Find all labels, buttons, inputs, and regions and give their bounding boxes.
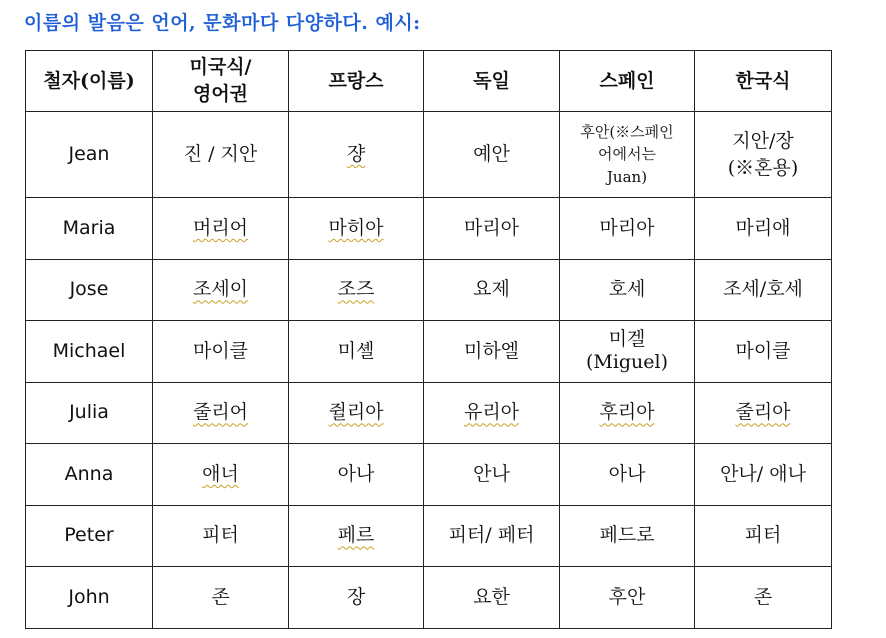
spanish-cell: 미겔 (Miguel) xyxy=(560,321,695,383)
french-value: 조즈 xyxy=(337,278,375,301)
american-cell: 마이클 xyxy=(153,321,289,383)
table-row xyxy=(26,382,832,444)
french-cell xyxy=(289,112,424,198)
korean-cell: 마리애 xyxy=(695,198,832,260)
table-row xyxy=(26,567,832,629)
german-cell: 안나 xyxy=(424,444,560,506)
korean-cell: 마이클 xyxy=(695,321,832,383)
french-value: 쥘리아 xyxy=(328,401,384,424)
french-cell xyxy=(289,505,424,567)
french-cell: 미셸 xyxy=(289,321,424,383)
american-cell: 피터 xyxy=(153,505,289,567)
header-spanish: 스페인 xyxy=(560,51,695,112)
american-cell xyxy=(153,444,289,506)
american-cell xyxy=(153,259,289,321)
spanish-cell xyxy=(560,382,695,444)
french-cell xyxy=(289,259,424,321)
name-cell: Julia xyxy=(26,382,153,444)
american-value: 애너 xyxy=(202,462,239,485)
table-row xyxy=(26,112,832,198)
header-spelling: 철자(이름) xyxy=(26,51,153,112)
spanish-cell: 마리아 xyxy=(560,198,695,260)
header-american: 미국식/ 영어권 xyxy=(153,51,289,112)
korean-cell: 피터 xyxy=(695,505,832,567)
korean-cell: 안나/ 애나 xyxy=(695,444,832,506)
german-value: 유리아 xyxy=(463,401,520,424)
table-row xyxy=(26,505,832,567)
page-heading: 이름의 발음은 언어, 문화마다 다양하다. 예시: xyxy=(24,12,421,34)
german-cell: 피터/ 페터 xyxy=(424,505,560,567)
german-cell xyxy=(424,382,560,444)
american-value: 줄리어 xyxy=(192,401,249,424)
german-cell: 마리아 xyxy=(424,198,560,260)
american-cell xyxy=(153,198,289,260)
korean-value: 줄리아 xyxy=(735,401,791,424)
french-value: 페르 xyxy=(337,524,375,547)
french-value: 마히아 xyxy=(328,216,384,239)
korean-cell xyxy=(695,382,832,444)
spanish-cell: 후안 xyxy=(560,567,695,629)
american-cell xyxy=(153,382,289,444)
german-cell: 요제 xyxy=(424,259,560,321)
french-cell: 아나 xyxy=(289,444,424,506)
spanish-cell: 페드로 xyxy=(560,505,695,567)
french-value: 쟝 xyxy=(346,143,366,166)
german-cell: 미하엘 xyxy=(424,321,560,383)
table-row xyxy=(26,444,832,506)
name-cell: Michael xyxy=(26,321,153,383)
spanish-cell: 호세 xyxy=(560,259,695,321)
american-value: 머리어 xyxy=(192,216,249,239)
french-cell xyxy=(289,382,424,444)
spanish-cell: 후안(※스페인 어에서는 Juan) xyxy=(560,112,695,198)
american-value: 조세이 xyxy=(192,278,249,301)
american-cell: 존 xyxy=(153,567,289,629)
spanish-cell: 아나 xyxy=(560,444,695,506)
french-cell xyxy=(289,198,424,260)
table-row xyxy=(26,198,832,260)
header-german: 독일 xyxy=(424,51,560,112)
name-pronunciation-table xyxy=(25,50,832,629)
name-cell: Jean xyxy=(26,112,153,198)
header-korean: 한국식 xyxy=(695,51,832,112)
american-cell: 진 / 지안 xyxy=(153,112,289,198)
spanish-value: 후리아 xyxy=(599,401,655,424)
table-row xyxy=(26,321,832,383)
header-french: 프랑스 xyxy=(289,51,424,112)
german-cell: 예안 xyxy=(424,112,560,198)
name-cell: Anna xyxy=(26,444,153,506)
table-header-row xyxy=(26,51,832,112)
korean-cell: 존 xyxy=(695,567,832,629)
name-cell: Jose xyxy=(26,259,153,321)
name-cell: John xyxy=(26,567,153,629)
name-cell: Maria xyxy=(26,198,153,260)
korean-cell: 지안/장 (※혼용) xyxy=(695,112,832,198)
korean-cell: 조세/호세 xyxy=(695,259,832,321)
table-row xyxy=(26,259,832,321)
german-cell: 요한 xyxy=(424,567,560,629)
french-cell: 장 xyxy=(289,567,424,629)
name-cell: Peter xyxy=(26,505,153,567)
